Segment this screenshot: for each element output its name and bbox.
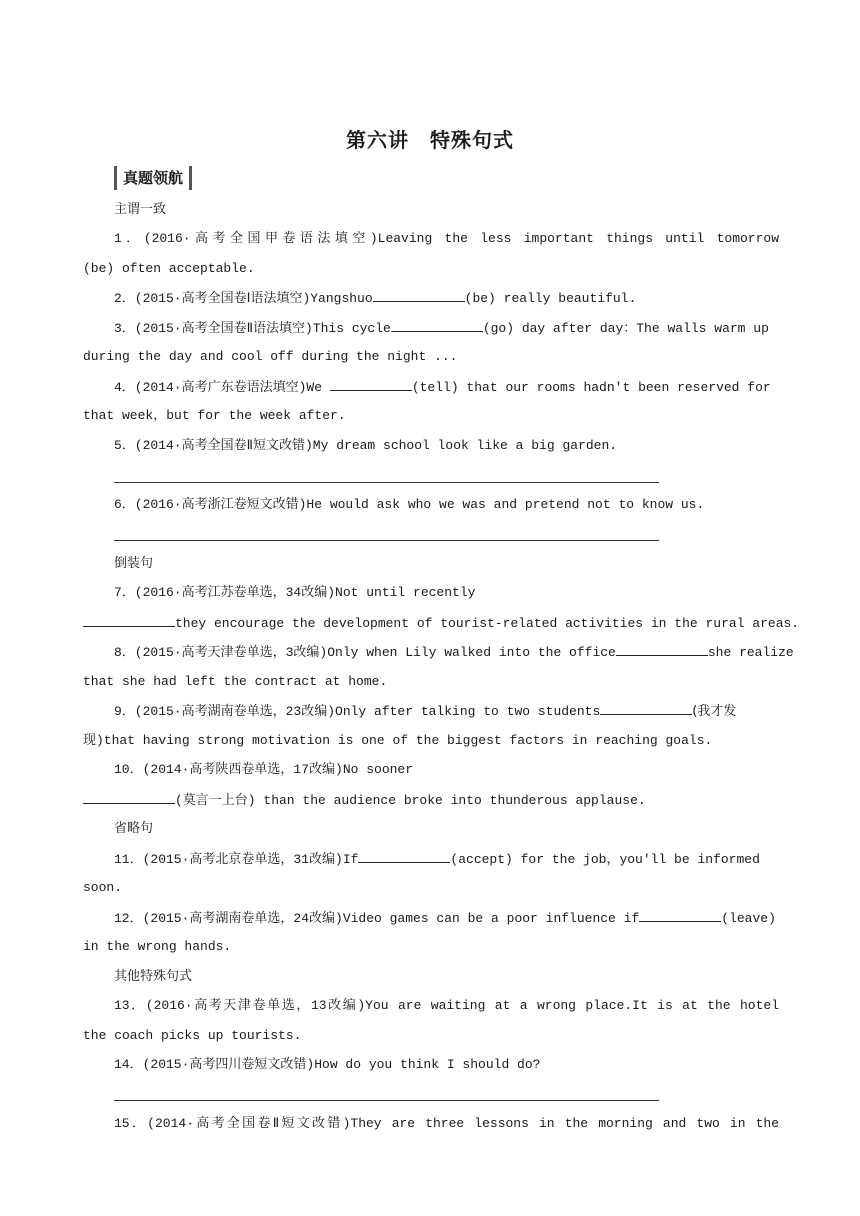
question-1-line-2: (be) often acceptable. (83, 261, 255, 276)
section-header: 真题领航 (114, 166, 192, 190)
question-15: 15．(2014·高考全国卷Ⅱ短文改错)They are three lessons in the morning and two in the (114, 1116, 779, 1131)
question-3-line-2: during the day and cool off during the night ... (83, 349, 458, 364)
answer-line[interactable] (114, 540, 659, 541)
question-6: 6．(2016·高考浙江卷短文改错)He would ask who we was and pretend not to know us. (114, 497, 705, 512)
answer-blank[interactable] (83, 614, 175, 627)
answer-blank[interactable] (358, 850, 450, 863)
question-8-line-1 (114, 643, 794, 662)
question-10-line-2 (83, 791, 646, 810)
question-1-line-1: 1．(2016·高考全国甲卷语法填空)Leaving the less important things until tomorrow (114, 231, 779, 246)
question-2-text-a: 2．(2015·高考全国卷Ⅰ语法填空)Yangshuo (114, 291, 373, 306)
question-4-text-a: 4．(2014·高考广东卷语法填空)We (114, 380, 330, 395)
question-13-line-2: the coach picks up tourists. (83, 1028, 302, 1043)
question-9-line-2: 现)that having strong motivation is one of the biggest factors in reaching goals. (83, 733, 713, 748)
answer-line[interactable] (114, 1100, 659, 1101)
answer-line[interactable] (114, 482, 659, 483)
question-9-text-a: 9．(2015·高考湖南卷单选，23改编)Only after talking to two students (114, 704, 601, 719)
question-14: 14．(2015·高考四川卷短文改错)How do you think I should do? (114, 1057, 541, 1072)
question-12-line-2: in the wrong hands. (83, 939, 232, 954)
answer-blank[interactable] (639, 909, 721, 922)
subsection-heading: 省略句 (114, 821, 154, 836)
subsection-heading: 主谓一致 (114, 202, 167, 217)
subsection-heading: 倒装句 (114, 556, 154, 571)
answer-blank[interactable] (616, 643, 708, 656)
question-4-line-1 (114, 378, 771, 397)
question-11-text-a: 11．(2015·高考北京卷单选，31改编)If (114, 852, 359, 867)
answer-blank[interactable] (330, 378, 412, 391)
answer-blank[interactable] (373, 289, 465, 302)
question-3-line-1 (114, 319, 769, 338)
answer-blank[interactable] (600, 702, 692, 715)
question-12-line-1 (114, 909, 776, 928)
question-3-text-a: 3．(2015·高考全国卷Ⅱ语法填空)This cycle (114, 321, 391, 336)
question-8-text-a: 8．(2015·高考天津卷单选，3改编)Only when Lily walked into the office (114, 645, 616, 660)
question-8-text-b: she realize (707, 645, 794, 660)
question-11-text-b: (accept) for the job，you'll be informed (450, 852, 760, 867)
subsection-heading: 其他特殊句式 (114, 969, 193, 984)
question-12-text-a: 12．(2015·高考湖南卷单选，24改编)Video games can be a poor influence if (114, 911, 640, 926)
question-5: 5．(2014·高考全国卷Ⅱ短文改错)My dream school look like a big garden. (114, 438, 618, 453)
question-13-line-1: 13．(2016·高考天津卷单选，13改编)You are waiting at a wrong place.It is at the hotel (114, 998, 779, 1013)
question-11-line-2: soon. (83, 880, 123, 895)
question-4-line-2: that week，but for the week after. (83, 408, 346, 423)
question-12-text-b: (leave) (721, 911, 776, 926)
question-7-line-2 (83, 614, 799, 633)
question-9-line-1 (114, 702, 736, 721)
question-10-text: (莫言一上台) than the audience broke into thunderous applause. (175, 793, 646, 808)
question-2-text-b: (be) really beautiful. (464, 291, 637, 306)
answer-blank[interactable] (83, 791, 175, 804)
question-3-text-b: (go) day after day：The walls warm up (482, 321, 769, 336)
question-10-line-1: 10．(2014·高考陕西卷单选，17改编)No sooner (114, 762, 414, 777)
question-2 (114, 289, 636, 308)
question-7-line-1: 7．(2016·高考江苏卷单选，34改编)Not until recently (114, 585, 476, 600)
question-7-text: they encourage the development of tourist-related activities in the rural areas. (175, 616, 800, 631)
page-title: 第六讲 特殊句式 (346, 128, 514, 152)
answer-blank[interactable] (391, 319, 483, 332)
question-11-line-1 (114, 850, 760, 869)
question-4-text-b: (tell) that our rooms hadn't been reserved for (411, 380, 771, 395)
question-8-line-2: that she had left the contract at home. (83, 674, 388, 689)
question-9-text-b: (我才发 (692, 704, 737, 719)
